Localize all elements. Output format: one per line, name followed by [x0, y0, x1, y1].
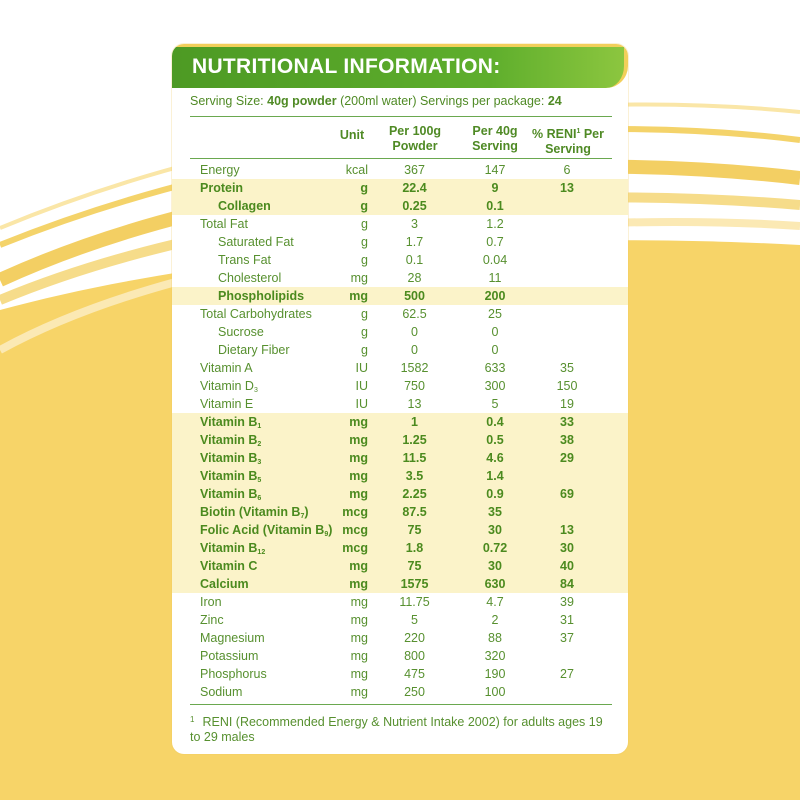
- nutrient-name-text: Vitamin C: [200, 559, 258, 573]
- value-per100g: 5: [411, 613, 418, 627]
- nutrient-name: [200, 217, 248, 231]
- value-per100g: 75: [407, 523, 422, 537]
- table-row: [172, 377, 628, 395]
- col-per40g-line1: Per 40g: [472, 124, 518, 138]
- nutrient-name-text: Biotin (Vitamin B: [200, 505, 301, 519]
- value-reni: 35: [560, 361, 574, 375]
- nutrient-name: [218, 271, 281, 285]
- table-row: [172, 251, 628, 269]
- nutrient-name-text: Vitamin B: [200, 541, 258, 555]
- col-per40g: [462, 124, 528, 154]
- nutrient-name: [200, 541, 265, 556]
- nutrient-unit: mcg: [342, 505, 368, 519]
- value-per100g: 62.5: [402, 307, 427, 321]
- value-per100g: 367: [404, 163, 425, 177]
- value-per40g: 100: [484, 685, 506, 699]
- nutrient-name: [200, 577, 249, 591]
- nutrient-name-text: Vitamin A: [200, 361, 253, 375]
- nutrient-unit: g: [360, 181, 368, 195]
- nutrient-name: [200, 433, 261, 448]
- nutrient-subscript: 2: [257, 441, 262, 448]
- value-per40g: 30: [488, 523, 502, 537]
- table-row: [172, 449, 628, 467]
- value-per100g: 11.75: [399, 595, 430, 609]
- nutrient-name-text: Vitamin D: [200, 379, 254, 393]
- nutrient-unit: mg: [350, 595, 368, 609]
- col-reni-line1b: Per: [580, 127, 604, 142]
- nutrient-unit: g: [361, 307, 368, 321]
- nutrient-name-text: Dietary Fiber: [218, 343, 290, 357]
- value-per100g: 22.4: [402, 181, 427, 195]
- value-per40g: 1.2: [486, 217, 504, 231]
- divider-top: [190, 116, 612, 117]
- nutrient-name-text: Vitamin B: [200, 415, 258, 429]
- servings-per-package-value: 24: [547, 94, 562, 108]
- nutrient-unit: IU: [355, 397, 368, 411]
- col-reni-line2: Serving: [545, 142, 591, 157]
- value-per40g: 0.04: [482, 253, 508, 267]
- nutrient-name: [200, 631, 265, 645]
- value-per40g: 0.7: [486, 235, 504, 249]
- col-reni-sup: 1: [576, 128, 581, 135]
- value-per100g: 0.1: [405, 253, 424, 267]
- value-per40g: 1.4: [486, 469, 504, 483]
- nutrient-name-text: Phosphorus: [200, 667, 267, 681]
- nutrient-name: [200, 163, 240, 177]
- value-per100g: 1.25: [402, 433, 427, 447]
- value-reni: 84: [560, 577, 574, 591]
- serving-size-label: Serving Size:: [190, 94, 268, 108]
- nutrient-name-text: Total Carbohydrates: [200, 307, 312, 321]
- value-reni: 31: [560, 613, 574, 627]
- table-row: [172, 629, 628, 647]
- col-per100g-line2: Powder: [392, 139, 438, 153]
- nutrient-subscript: 7: [300, 513, 305, 520]
- nutrient-name: [200, 505, 309, 520]
- value-per40g: 0: [491, 325, 499, 339]
- value-reni: 30: [560, 541, 574, 555]
- table-row: [172, 431, 628, 449]
- value-per40g: 300: [484, 379, 506, 393]
- table-row: [172, 197, 628, 215]
- value-reni: 6: [563, 163, 571, 177]
- value-reni: 37: [560, 631, 574, 645]
- nutrient-unit: mg: [349, 451, 368, 465]
- value-per40g: 30: [488, 559, 502, 573]
- nutrient-unit: mg: [350, 271, 368, 285]
- nutrient-name-text: Magnesium: [200, 631, 265, 645]
- value-per100g: 87.5: [402, 505, 427, 519]
- table-row: [172, 521, 628, 539]
- nutrient-unit: kcal: [345, 163, 368, 177]
- table-row: [172, 683, 628, 701]
- nutrient-unit: IU: [355, 361, 368, 375]
- servings-per-package-label: Servings per package:: [419, 94, 548, 108]
- nutrient-unit: mg: [350, 685, 368, 699]
- nutrient-name: [200, 361, 253, 375]
- nutrient-name: [218, 253, 271, 267]
- value-reni: 39: [560, 595, 574, 609]
- value-per40g: 0.72: [482, 541, 508, 555]
- table-row: [172, 413, 628, 431]
- value-per40g: 35: [488, 505, 502, 519]
- serving-info: [190, 94, 620, 108]
- nutrient-name-text: Sucrose: [218, 325, 264, 339]
- value-per100g: 220: [404, 631, 425, 645]
- nutrient-name-text: Iron: [200, 595, 222, 609]
- value-per40g: 4.6: [486, 451, 504, 465]
- nutrient-name-text: Vitamin B: [200, 433, 258, 447]
- table-row: [172, 557, 628, 575]
- nutrient-subscript: 12: [257, 549, 266, 556]
- value-per100g: 475: [404, 667, 425, 681]
- table-row: [172, 215, 628, 233]
- nutrient-name: [200, 523, 332, 538]
- nutrient-name: [200, 379, 258, 394]
- nutrient-name: [218, 289, 304, 303]
- value-per100g: 750: [404, 379, 425, 393]
- table-row: [172, 305, 628, 323]
- value-per40g: 4.7: [486, 595, 504, 609]
- value-per100g: 11.5: [402, 451, 427, 465]
- table-row: [172, 179, 628, 197]
- value-per40g: 2: [491, 613, 499, 627]
- value-reni: 40: [560, 559, 574, 573]
- nutrient-name-text: Zinc: [200, 613, 224, 627]
- page-title: NUTRITIONAL INFORMATION:: [192, 55, 501, 78]
- table-row: [172, 269, 628, 287]
- nutrient-name-text: Sodium: [200, 685, 243, 699]
- table-row: [172, 395, 628, 413]
- nutrient-unit: g: [361, 235, 368, 249]
- nutrient-name-suffix: ): [328, 523, 333, 537]
- nutrient-unit: mg: [349, 415, 368, 429]
- footnote-mark: 1: [190, 715, 195, 724]
- value-reni: 38: [560, 433, 574, 447]
- nutrient-subscript: 1: [257, 423, 262, 430]
- nutrient-name-text: Energy: [200, 163, 240, 177]
- footnote: [190, 712, 610, 745]
- value-per40g: 630: [484, 577, 506, 591]
- table-row: [172, 287, 628, 305]
- value-per100g: 0.25: [402, 199, 427, 213]
- value-per100g: 3: [411, 217, 418, 231]
- value-per40g: 11: [488, 271, 502, 285]
- value-reni: 150: [556, 379, 578, 393]
- nutrient-name: [218, 343, 290, 357]
- value-per40g: 0.9: [486, 487, 504, 501]
- value-per100g: 250: [404, 685, 425, 699]
- nutrient-unit: mg: [349, 559, 368, 573]
- card-header: [172, 44, 628, 88]
- value-reni: 19: [560, 397, 574, 411]
- nutrient-name: [200, 397, 253, 411]
- value-per100g: 28: [407, 271, 422, 285]
- table-row: [172, 341, 628, 359]
- table-row: [172, 161, 628, 179]
- serving-size-value: 40g powder: [267, 94, 337, 108]
- nutrient-name: [200, 613, 224, 627]
- value-per100g: 1.7: [405, 235, 424, 249]
- nutrient-unit: g: [360, 199, 368, 213]
- value-per40g: 633: [484, 361, 506, 375]
- table-row: [172, 323, 628, 341]
- value-per40g: 0.5: [486, 433, 504, 447]
- nutrient-name: [200, 307, 312, 321]
- value-per100g: 0: [411, 325, 418, 339]
- table-row: [172, 611, 628, 629]
- nutrient-name: [218, 325, 264, 339]
- nutrient-name: [200, 469, 261, 484]
- value-reni: 69: [560, 487, 574, 501]
- value-per100g: 0: [411, 343, 418, 357]
- col-per100g-line1: Per 100g: [388, 124, 442, 138]
- table-row: [172, 467, 628, 485]
- nutrient-unit: mcg: [342, 541, 368, 555]
- nutrient-name: [200, 667, 267, 681]
- value-per100g: 500: [404, 289, 425, 303]
- nutrient-unit: mg: [350, 613, 368, 627]
- value-per40g: 5: [491, 397, 499, 411]
- divider-bottom: [190, 704, 612, 705]
- nutrient-name-suffix: ): [304, 505, 309, 519]
- table-row: [172, 485, 628, 503]
- value-per100g: 1575: [400, 577, 429, 591]
- nutrient-unit: mg: [350, 649, 368, 663]
- nutrient-name-text: Trans Fat: [218, 253, 272, 267]
- nutrient-name: [200, 181, 243, 195]
- table-row: [172, 665, 628, 683]
- nutrient-name-text: Potassium: [200, 649, 259, 663]
- value-per100g: 800: [404, 649, 425, 663]
- nutrient-name: [218, 235, 294, 249]
- nutrient-unit: mg: [349, 289, 368, 303]
- nutrition-card: [172, 44, 628, 754]
- value-per100g: 1.8: [405, 541, 424, 555]
- nutrient-name-text: Vitamin B: [200, 451, 258, 465]
- nutrient-name-text: Saturated Fat: [218, 235, 294, 249]
- nutrient-name-text: Collagen: [218, 199, 271, 213]
- value-per40g: 190: [484, 667, 506, 681]
- nutrient-name-text: Vitamin B: [200, 487, 258, 501]
- nutrient-name: [218, 199, 271, 213]
- col-per40g-line2: Serving: [472, 139, 518, 153]
- value-reni: 27: [560, 667, 574, 681]
- nutrient-subscript: 3: [257, 459, 262, 466]
- footnote-text: RENI (Recommended Energy & Nutrient Intake 2002) for adults ages 19 to 29 males: [190, 715, 603, 744]
- serving-size-note: (200ml water): [336, 94, 420, 108]
- nutrient-name: [200, 595, 222, 609]
- nutrient-subscript: 9: [324, 531, 329, 538]
- table-row: [172, 503, 628, 521]
- value-per40g: 88: [488, 631, 502, 645]
- table-row: [172, 647, 628, 665]
- value-per100g: 2.25: [402, 487, 427, 501]
- nutrient-subscript: 3: [253, 387, 258, 394]
- value-per40g: 25: [488, 307, 502, 321]
- nutrient-name-text: Vitamin B: [200, 469, 258, 483]
- value-per40g: 147: [484, 163, 506, 177]
- col-reni-line1: % RENI: [532, 127, 577, 142]
- nutrient-name: [200, 415, 261, 430]
- nutrient-unit: mg: [350, 667, 368, 681]
- table-row: [172, 539, 628, 557]
- nutrient-unit: mg: [350, 631, 368, 645]
- divider-header: [190, 158, 612, 159]
- value-per40g: 320: [484, 649, 506, 663]
- nutrient-name: [200, 451, 261, 466]
- value-per100g: 75: [407, 559, 422, 573]
- nutrient-unit: mg: [349, 577, 368, 591]
- value-per100g: 13: [407, 397, 422, 411]
- nutrient-unit: IU: [355, 379, 368, 393]
- nutrient-name: [200, 487, 261, 502]
- value-reni: 13: [560, 181, 574, 195]
- table-row: [172, 233, 628, 251]
- value-reni: 13: [560, 523, 574, 537]
- nutrient-name-text: Vitamin E: [200, 397, 254, 411]
- nutrient-unit: g: [361, 343, 368, 357]
- value-per40g: 200: [484, 289, 506, 303]
- value-per100g: 1: [411, 415, 418, 429]
- nutrient-unit: mcg: [342, 523, 368, 537]
- value-per40g: 0.4: [486, 415, 504, 429]
- nutrient-name: [200, 649, 258, 663]
- nutrient-name-text: Total Fat: [200, 217, 248, 231]
- value-reni: 33: [560, 415, 574, 429]
- table-row: [172, 575, 628, 593]
- nutrient-unit: g: [361, 253, 368, 267]
- nutrient-name-text: Phospholipids: [218, 289, 305, 303]
- nutrient-name: [200, 685, 242, 699]
- nutrient-name-text: Protein: [200, 181, 244, 195]
- value-reni: 29: [560, 451, 574, 465]
- value-per40g: 0: [491, 343, 499, 357]
- table-row: [172, 359, 628, 377]
- nutrient-unit: g: [361, 325, 368, 339]
- nutrient-name: [200, 559, 257, 573]
- value-per40g: 9: [491, 181, 499, 195]
- nutrient-name-text: Cholesterol: [218, 271, 282, 285]
- nutrient-unit: mg: [349, 433, 368, 447]
- value-per100g: 3.5: [405, 469, 424, 483]
- col-reni: [528, 124, 608, 157]
- nutrient-subscript: 6: [257, 495, 262, 502]
- table-row: [172, 593, 628, 611]
- nutrient-unit: mg: [349, 469, 368, 483]
- value-per40g: 0.1: [486, 199, 504, 213]
- nutrient-subscript: 5: [257, 477, 262, 484]
- col-per100g: [382, 124, 448, 154]
- col-unit: Unit: [339, 128, 365, 142]
- nutrient-unit: g: [361, 217, 368, 231]
- nutrient-name-text: Folic Acid (Vitamin B: [200, 523, 325, 537]
- value-per100g: 1582: [400, 361, 429, 375]
- nutrient-name-text: Calcium: [200, 577, 249, 591]
- nutrient-unit: mg: [349, 487, 368, 501]
